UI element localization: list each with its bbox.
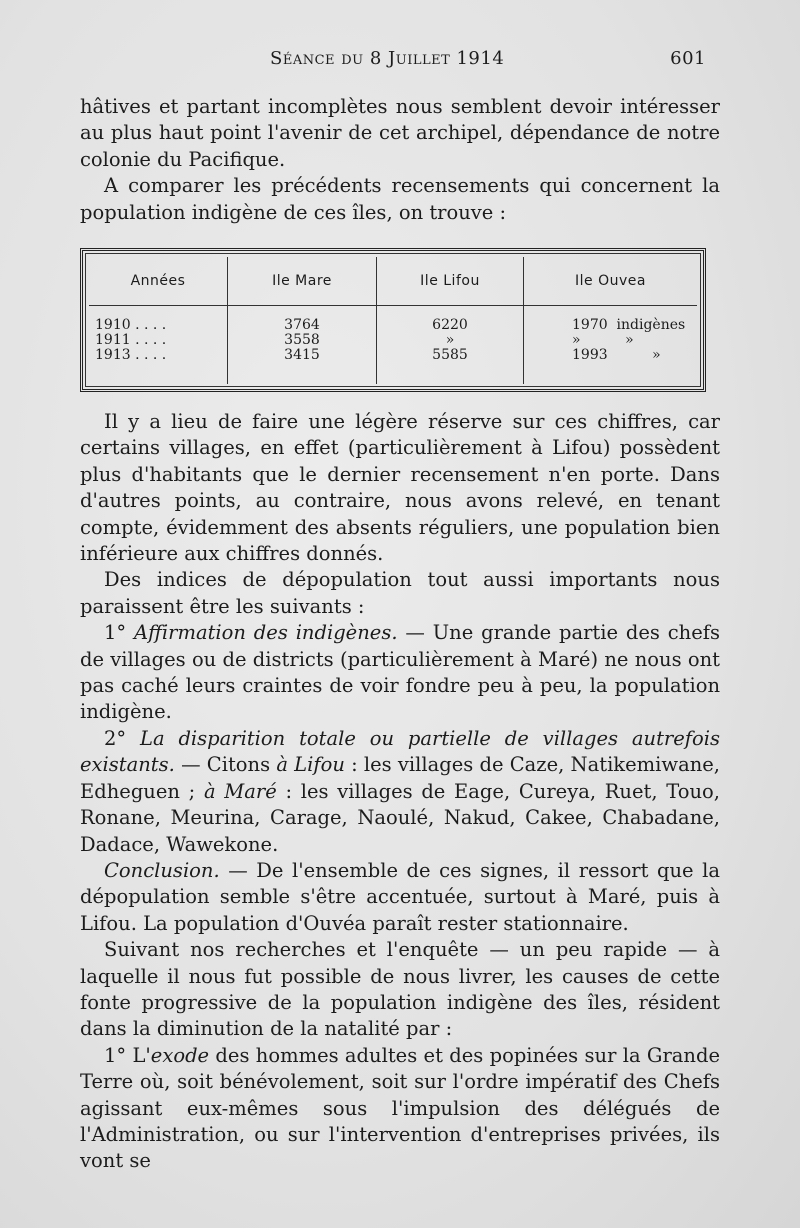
mare-cell bbox=[228, 306, 377, 385]
conclusion-title: Conclusion. bbox=[104, 858, 220, 882]
item-text: — Une grande partie des chefs de villages ou de districts (particulièrement à Maré) ne nous ont pas caché leurs craintes de voir fondre peu à peu, la population indigène. bbox=[80, 621, 720, 724]
table-cell: 1993 » bbox=[572, 347, 661, 363]
table-cell: 1970 indigènes bbox=[572, 317, 686, 333]
place-lifou: à Lifou bbox=[276, 753, 345, 777]
table-cell: 1910 . . . . bbox=[95, 317, 167, 333]
paragraph: hâtives et partant incomplètes nous semblent devoir intéresser au plus haut point l'avenir de cet archipel, dépendance de notre colonie du Pacifique. bbox=[80, 95, 720, 171]
table-cell: 6220 bbox=[432, 317, 468, 333]
item-text: : les villages de Caze, Natikemiwane, Edheguen ; bbox=[80, 753, 721, 803]
place-mare: à Maré bbox=[203, 779, 277, 803]
item-title: La disparition totale ou partielle de villages autrefois existants. bbox=[80, 726, 720, 777]
paragraph: Des indices de dépopulation tout aussi importants nous paraissent être les suivants : bbox=[80, 568, 720, 618]
item-number: 2° bbox=[104, 726, 141, 750]
item-number: 1° bbox=[104, 621, 135, 645]
table-cell: 5585 bbox=[432, 347, 468, 363]
lifou-cell bbox=[377, 306, 524, 385]
column-header: Années bbox=[89, 257, 228, 306]
paragraph bbox=[80, 726, 720, 858]
paragraph bbox=[80, 1043, 720, 1175]
running-header bbox=[80, 48, 720, 74]
paragraph bbox=[80, 620, 720, 726]
item-text: — Citons bbox=[174, 753, 277, 777]
header-title: Séance du 8 Juillet 1914 bbox=[270, 48, 505, 69]
years-cell bbox=[89, 306, 228, 385]
item-title: Affirmation des indigènes. bbox=[134, 621, 398, 645]
paragraph: Suivant nos recherches et l'enquête — un peu rapide — à laquelle il nous fut possible de nous livrer, les causes de cette fonte progressive de la population indigène des îles, résident dans la diminution de la natalité par : bbox=[80, 938, 720, 1041]
column-header: Ile Ouvea bbox=[524, 257, 698, 306]
paragraph: Il y a lieu de faire une légère réserve sur ces chiffres, car certains villages, en effet (particulièrement à Lifou) possèdent plus d'habitants que le dernier recensement n'en porte. Dans d'autres points, au contraire, nous avons relevé, en tenant compte, évidemment des absents réguliers, une population bien inférieure aux chiffres donnés. bbox=[80, 410, 720, 566]
table-cell: 3558 bbox=[284, 332, 320, 348]
table-cell: » » bbox=[572, 332, 634, 348]
table-row bbox=[89, 306, 697, 385]
table-cell: 3415 bbox=[284, 347, 320, 363]
page-number: 601 bbox=[670, 48, 706, 69]
body-text bbox=[80, 409, 720, 1175]
census-table bbox=[80, 248, 706, 392]
column-header: Ile Mare bbox=[228, 257, 377, 306]
table-cell: 1911 . . . . bbox=[95, 332, 167, 348]
conclusion-text: — De l'ensemble de ces signes, il ressort que la dépopulation semble s'être accentuée, surtout à Maré, puis à Lifou. La population d'Ouvéa paraît rester stationnaire. bbox=[80, 858, 720, 935]
column-header: Ile Lifou bbox=[377, 257, 524, 306]
table-cell: 1913 . . . . bbox=[95, 347, 167, 363]
paragraph: A comparer les précédents recensements qui concernent la population indigène de ces îles, on trouve : bbox=[80, 174, 720, 224]
item-number: 1° L' bbox=[104, 1043, 151, 1067]
census-table-grid bbox=[89, 257, 697, 384]
ouvea-cell bbox=[524, 306, 698, 385]
table-cell: » bbox=[445, 332, 455, 348]
paragraph bbox=[80, 858, 720, 937]
table-cell: 3764 bbox=[284, 317, 320, 333]
item-title: exode bbox=[150, 1043, 210, 1067]
item-text: des hommes adultes et des popinées sur la Grande Terre où, soit bénévolement, soit sur l'ordre impératif des Chefs agissant eux-mêmes sous l'impulsion des délégués de l'Administration, ou sur l'intervention d'entreprises privées, ils vont se bbox=[80, 1043, 721, 1173]
intro-text bbox=[80, 94, 720, 226]
table-header-row bbox=[89, 257, 697, 306]
item-text: : les villages de Eage, Cureya, Ruet, Touo, Ronane, Meurina, Carage, Naoulé, Nakud, Cakee, Chabadane, Dadace, Wawekone. bbox=[80, 779, 720, 856]
